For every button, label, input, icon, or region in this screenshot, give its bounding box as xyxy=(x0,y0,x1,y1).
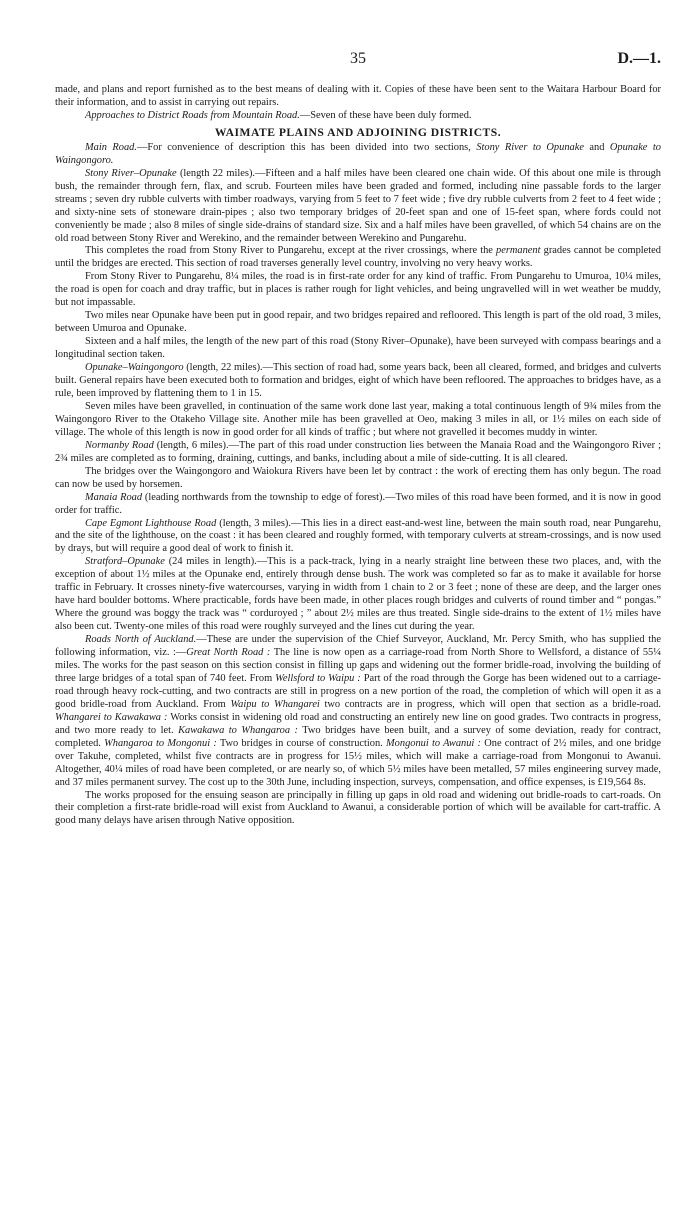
italic-run: Great North Road : xyxy=(186,647,271,659)
italic-run: Manaia Road xyxy=(85,491,143,503)
text-run: Sixteen and a half miles, the length of the new part of this road (Stony River–Opunake), have been surveyed with compass bearings and a longitudinal section taken. xyxy=(55,336,661,361)
italic-run: Stratford–Opunake xyxy=(85,556,165,568)
text-run: This completes the road from Stony River to Pungarehu, except at the river crossings, where the xyxy=(85,245,497,257)
text-run: two contracts are in progress, which will open that section as a bridle-road. xyxy=(319,698,661,710)
italic-run: Waipu to Whangarei xyxy=(230,698,320,710)
italic-run: Wellsford to Waipu : xyxy=(275,672,361,684)
text-run: (length, 22 miles).—This section of road had, some years back, been all cleared, formed, and bridges and culverts built. General repairs have been executed both to formation and bridges, eight of which have been refloored. The approaches to bridges have, as a rule, been improved by flattening them to 1 in 15. xyxy=(55,362,661,399)
text-run: (length, 6 miles).—The part of this road under construction lies between the Manaia Road and the Waingongoro River ; 2¾ miles are completed as to forming, draining, cuttings, and banks, including about a mile of side-cutting. It is all cleared. xyxy=(55,439,661,464)
text-run: One contract of 2½ miles, and one bridge over Takuhe, completed, whilst five contracts are in progress for 15½ miles, which will make a carriage-road from Mongonui to Awanui. Altogether, 40¼ miles of road have been completed, or are nearly so, of which 5½ miles have been metalled, 57 miles engineering survey made, and 37 miles permanent survey. The cost up to the 30th June, including inspection, surveys, compensation, and office expenses, is £19,564 8s. xyxy=(55,737,661,788)
document-reference: D.—1. xyxy=(617,50,661,67)
paragraph xyxy=(55,168,661,246)
paragraph xyxy=(55,310,661,336)
paragraph xyxy=(55,401,661,440)
text-run: —For convenience of description this has been divided into two sections, xyxy=(136,141,477,153)
page-header xyxy=(55,50,661,84)
paragraph xyxy=(55,336,661,362)
text-run: (24 miles in length).—This is a pack-track, lying in a nearly straight line between these two places, and, with the exception of about 1½ miles at the Opunake end, entirely through dense bush. The work was completed so far as to make it available for horse traffic in February. It crosses ninety-five watercourses, varying in width from 1 chain to 2 or 3 feet ; none of these are deep, and the larger ones have hard boulder bottoms. Where practicable, fords have been made, in other places rough bridges and culverts of round timber and “ pongas.” Where the ground was boggy the track was “ corduroyed ; ” about 2½ miles are thus treated. Single side-drains to the extent of 1½ miles have also been cut. Twenty-one miles of this road were roughly surveyed and the lines cut during the year. xyxy=(55,556,661,633)
text-run: —These are under the supervision of the Chief Surveyor, Auckland, Mr. Percy Smith, who has supplied the following information, viz. :— xyxy=(55,634,661,659)
italic-run: Opunake to Waingongoro. xyxy=(55,141,661,166)
text-run: and xyxy=(583,141,610,153)
paragraph xyxy=(55,362,661,401)
text-run: made, and plans and report furnished as to the best means of dealing with it. Copies of these have been sent to the Waitara Harbour Board for their information, and to assist in carrying out repairs. xyxy=(55,84,661,108)
italic-run: Stony River–Opunake xyxy=(85,167,177,179)
text-run: The works proposed for the ensuing season are principally in filling up gaps in old road and widening out bridle-roads to cart-roads. On their completion a first-rate bridle-road will exist from Auckland to Awanui, a considerable portion of which will be available for cart-traffic. A good many delays have arisen through Native opposition. xyxy=(55,789,661,827)
italic-run: Whangaroa to Mongonui : xyxy=(104,737,217,749)
text-run: The line is now open as a carriage-road from North Shore to Wellsford, a distance of 55¼ miles. The works for the past season on this section consist in filling up gaps and widening out the former bridle-road, involving the building of three large bridges of a total span of 740 feet. From xyxy=(55,647,661,684)
paragraph xyxy=(55,466,661,492)
paragraph xyxy=(55,518,661,557)
paragraph xyxy=(55,556,661,634)
italic-run: Opunake–Waingongoro xyxy=(85,362,184,374)
text-run: The bridges over the Waingongoro and Waiokura Rivers have been let by contract : the work of erecting them has only begun. The road can now be used by horsemen. xyxy=(55,465,661,490)
text-run: Works consist in widening old road and constructing an entirely new line on good grades. Two contracts in progress, and two more ready to let. xyxy=(55,711,662,736)
paragraph xyxy=(55,440,661,466)
text-run: Two bridges in course of construction. xyxy=(216,737,387,749)
text-run: (length, 3 miles).—This lies in a direct east-and-west line, between the main south road, near Pungarehu, and the site of the lighthouse, on the coast : it has been cleared and roughly formed, with temporary culverts at stream-crossings, and is now used by drays, but will require a good deal of work to finish it. xyxy=(55,517,661,555)
italic-run: Roads North of Auckland. xyxy=(85,634,197,646)
italic-run: permanent xyxy=(496,245,541,257)
paragraph xyxy=(55,790,661,829)
text-run: From Stony River to Pungarehu, 8¼ miles, the road is in first-rate order for any kind of traffic. From Pungarehu to Umuroa, 10¼ miles, the road is open for coach and dray traffic, but in places is rather rough for light vehicles, and being ungravelled will in wet weather be muddy, but not impassable. xyxy=(55,271,661,309)
paragraph xyxy=(55,245,661,271)
body-text xyxy=(55,84,661,828)
paragraph xyxy=(55,492,661,518)
italic-run: Kawakawa to Whangaroa : xyxy=(178,724,298,736)
text-run: (length 22 miles).—Fifteen and a half miles have been cleared one chain wide. Of this about one mile is through bush, the remainder through fern, flax, and scrub. Fourteen miles have been graded and formed, including nine passable fords to the larger streams ; seven dry rubble culverts with timber roadways, varying from 5 feet to 7 feet wide ; five dry rubble culverts from 2 feet to 4 feet wide ; and sixty-nine sets of stoneware drain-pipes ; also two temporary bridges of 20-feet span and one of 15-feet span, where fords could not conveniently be made ; also 8 miles of single side-drains of standard size. Six and a half miles have been gravelled, of which 54 chains are on the old road between Stony River and Werekino, and the remainder between Werekino and Pungarehu. xyxy=(55,167,662,244)
paragraph xyxy=(55,142,661,168)
text-run: Two bridges have been built, and a survey of some deviation, ready for contract, completed. xyxy=(55,724,661,749)
italic-run: Approaches to District Roads from Mountain Road. xyxy=(85,109,300,121)
paragraph xyxy=(55,634,661,789)
text-run: Seven miles have been gravelled, in continuation of the same work done last year, making a total continuous length of 9¾ miles from the Waingongoro River to the Otakeho Village site. Another mile has been gravelled at Oeo, making 3 miles in all, or 1½ miles on each side of village. The whole of this length is now in good order for all kinds of traffic ; but where not gravelled it becomes muddy in winter. xyxy=(55,400,661,438)
italic-run: Whangarei to Kawakawa : xyxy=(55,711,168,723)
paragraph xyxy=(55,110,661,123)
text-run: Part of the road through the Gorge has been widened out to a carriage-road through heavy rock-cutting, and two contracts are still in progress on a new portion of the road, the completion of which will open it as a good bridle-road from Auckland. From xyxy=(55,672,661,710)
italic-run: Cape Egmont Lighthouse Road xyxy=(85,517,217,529)
text-run: grades cannot be completed until the bridges are erected. This section of road traverses generally level country, involving no very heavy works. xyxy=(55,245,661,270)
italic-run: Normanby Road xyxy=(85,439,154,451)
section-heading xyxy=(55,126,661,140)
text-run: (leading northwards from the township to edge of forest).—Two miles of this road have been formed, and it is now in good order for traffic. xyxy=(55,491,662,516)
text-run: Two miles near Opunake have been put in good repair, and two bridges repaired and refloored. This length is part of the old road, 3 miles, between Umuroa and Opunake. xyxy=(55,310,661,335)
text-run: WAIMATE PLAINS AND ADJOINING DISTRICTS. xyxy=(214,125,502,139)
paragraph xyxy=(55,271,661,310)
paragraph xyxy=(55,84,661,110)
italic-run: Main Road. xyxy=(85,141,137,153)
italic-run: Stony River to Opunake xyxy=(476,141,584,153)
text-run: —Seven of these have been duly formed. xyxy=(299,109,472,121)
italic-run: Mongonui to Awanui : xyxy=(386,737,481,749)
page-number: 35 xyxy=(350,50,366,67)
